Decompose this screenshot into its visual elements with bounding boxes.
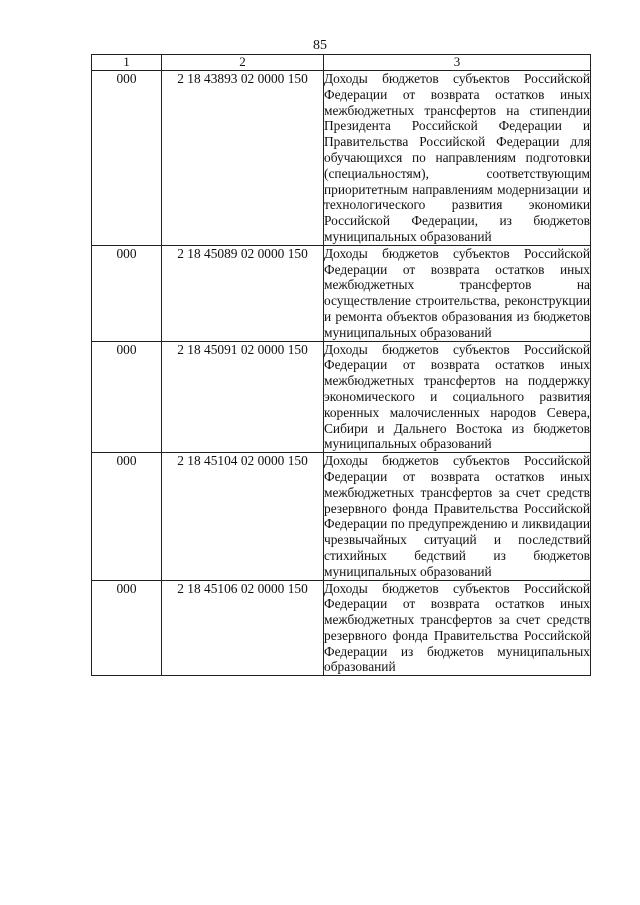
table-header-row [92,55,591,71]
table-row [92,580,591,676]
revenue-description-cell: Доходы бюджетов субъектов Российской Федерации от возврата остатков иных межбюджетных трансфертов на поддержку экономического и социального развития коренных малочисленных народов Севера, Сибири и Дальнего Востока из бюджетов муниципальных образований [324,341,590,452]
budget-classification-code-cell: 2 18 45106 02 0000 150 [162,580,324,676]
table-row [92,245,591,341]
column-header-3: 3 [324,55,591,71]
revenue-description-cell: Доходы бюджетов субъектов Российской Федерации от возврата остатков иных межбюджетных трансфертов за счет средств резервного фонда Правительства Российской Федерации по предупреждению и ликвидации чрезвычайных ситуаций и последствий стихийных бедствий из бюджетов муниципальных образований [324,453,590,579]
column-header-2: 2 [162,55,324,71]
budget-classification-code-cell: 2 18 45089 02 0000 150 [162,245,324,341]
budget-classification-code-cell: 2 18 43893 02 0000 150 [162,71,324,246]
admin-code-cell: 000 [92,245,162,341]
table-row [92,453,591,580]
page-number: 85 [313,38,327,53]
admin-code-cell: 000 [92,580,162,676]
table-row [92,341,591,453]
column-header-1: 1 [92,55,162,71]
budget-classification-code-cell: 2 18 45104 02 0000 150 [162,453,324,580]
table-row [92,71,591,246]
budget-classification-code-cell: 2 18 45091 02 0000 150 [162,341,324,453]
revenue-description-cell: Доходы бюджетов субъектов Российской Федерации от возврата остатков иных межбюджетных трансфертов за счет средств резервного фонда Правительства Российской Федерации из бюджетов муниципальных образований [324,580,590,675]
admin-code-cell: 000 [92,71,162,246]
admin-code-cell: 000 [92,453,162,580]
budget-revenue-table [91,54,591,676]
admin-code-cell: 000 [92,341,162,453]
revenue-description-cell: Доходы бюджетов субъектов Российской Федерации от возврата остатков иных межбюджетных трансфертов на осуществление строительства, реконструкции и ремонта объектов образования из бюджетов муниципальных образований [324,245,590,340]
revenue-description-cell: Доходы бюджетов субъектов Российской Федерации от возврата остатков иных межбюджетных трансфертов на стипендии Президента Российской Федерации и Правительства Российской Федерации для обучающихся по направлениям подготовки (специальностям), соответствующим приоритетным направлениям модернизации и технологического развития экономики Российской Федерации, из бюджетов муниципальных образований [324,71,590,244]
